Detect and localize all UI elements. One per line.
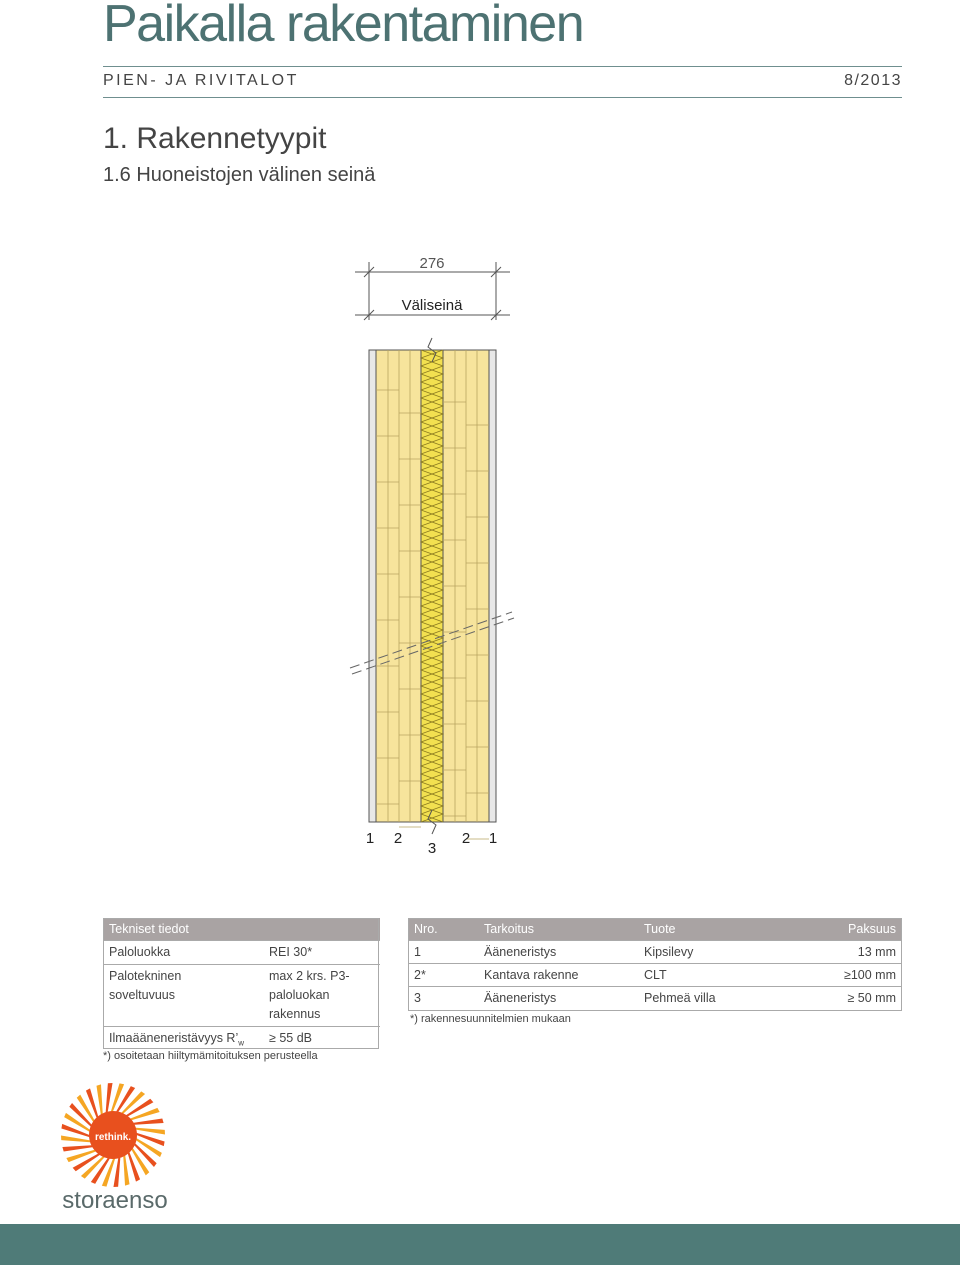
layer-label: 1 xyxy=(365,830,375,847)
dimension-value: 276 xyxy=(419,255,445,272)
tech-label-firesuitability-text: Palotekninen soveltuvuus xyxy=(109,969,182,1002)
gypsum-board-right xyxy=(489,350,496,822)
parts-table xyxy=(408,918,902,1009)
parts-cell: ≥ 50 mm xyxy=(832,987,902,1010)
tech-label-firesuitability xyxy=(103,965,263,1027)
parts-header-product: Tuote xyxy=(638,918,832,941)
parts-cell: Kipsilevy xyxy=(638,941,832,964)
gypsum-board-left xyxy=(369,350,376,822)
layer-label: 1 xyxy=(488,830,498,847)
subsection-title: 1.6 Huoneistojen välinen seinä xyxy=(103,164,376,186)
parts-cell: 3 xyxy=(408,987,478,1010)
logo-brand: storaenso xyxy=(62,1187,168,1214)
parts-cell: CLT xyxy=(638,964,832,987)
tech-value-firesuitability xyxy=(263,965,380,1027)
layer-labels xyxy=(366,830,497,857)
parts-cell: ≥100 mm xyxy=(832,964,902,987)
series-label: PIEN- JA RIVITALOT xyxy=(103,72,299,89)
parts-cell: 1 xyxy=(408,941,478,964)
logo-tagline: rethink. xyxy=(94,1132,132,1143)
storaenso-logo xyxy=(55,1080,195,1215)
parts-header-nro: Nro. xyxy=(408,918,478,941)
tech-value-firesuitability-text: max 2 krs. P3-paloluokan rakennus xyxy=(269,969,350,1021)
layer-label: 3 xyxy=(427,840,437,857)
parts-cell: 13 mm xyxy=(832,941,902,964)
table-row xyxy=(408,987,902,1010)
tech-label-soundinsulation-text: Ilmaääneneristävyys R’ xyxy=(109,1031,239,1045)
tech-value-soundinsulation: ≥ 55 dB xyxy=(263,1027,380,1055)
layer-label: 2 xyxy=(393,830,403,847)
issue-label: 8/2013 xyxy=(844,72,902,89)
page-title: Paikalla rakentaminen xyxy=(103,0,584,53)
parts-cell: Ääneneristys xyxy=(478,941,638,964)
layer-label: 2 xyxy=(461,830,471,847)
parts-cell: 2* xyxy=(408,964,478,987)
parts-header-thickness: Paksuus xyxy=(832,918,902,941)
parts-cell: Kantava rakenne xyxy=(478,964,638,987)
footer-band xyxy=(0,1224,960,1265)
parts-cell: Ääneneristys xyxy=(478,987,638,1010)
parts-cell: Pehmeä villa xyxy=(638,987,832,1010)
table-row xyxy=(408,964,902,987)
wall-layers xyxy=(350,338,514,839)
section-title: 1. Rakennetyypit xyxy=(103,122,327,155)
table-row xyxy=(408,941,902,964)
tech-label-soundinsulation-sub: w xyxy=(238,1038,244,1048)
clt-panel-left xyxy=(376,350,421,822)
tech-value-fireclass: REI 30* xyxy=(263,941,380,965)
parts-footnote: *) rakennesuunnitelmien mukaan xyxy=(410,1013,571,1025)
tech-label-fireclass: Paloluokka xyxy=(103,941,263,965)
tech-table-header: Tekniset tiedot xyxy=(103,918,380,941)
tech-footnote: *) osoitetaan hiiltymämitoituksen perusteella xyxy=(103,1050,318,1062)
tech-table xyxy=(103,918,380,1055)
wall-label: Väliseinä xyxy=(401,297,463,314)
parts-header-purpose: Tarkoitus xyxy=(478,918,638,941)
